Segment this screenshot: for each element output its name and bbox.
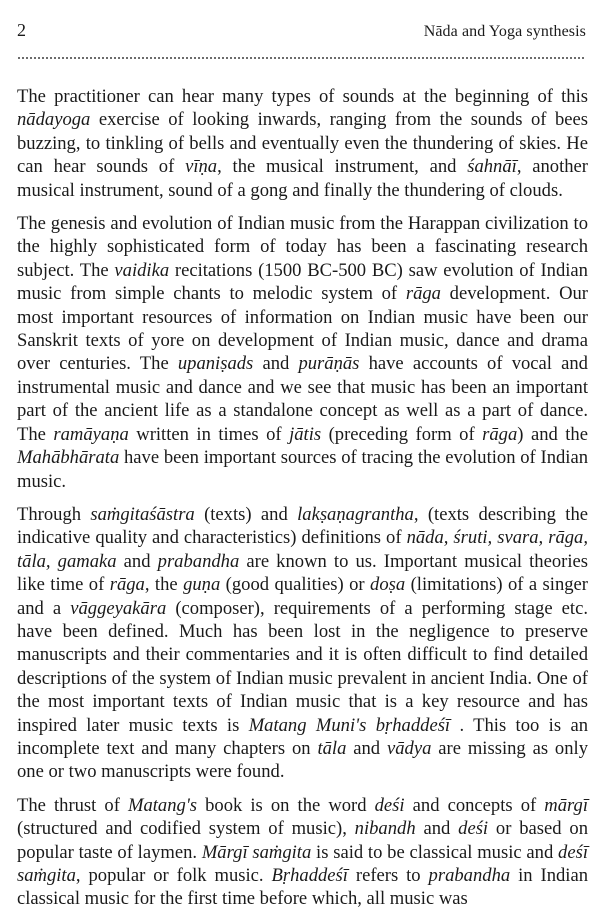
italic-term: Mārgī saṁgita	[201, 841, 312, 863]
paragraph-4	[17, 794, 588, 911]
text-run: ) and the	[517, 423, 588, 445]
text-run: , (texts describing the indicative quality and characteristics) definitions of	[17, 503, 588, 549]
text-run: written in times of	[128, 423, 290, 445]
text-run: are missing as only one or two manuscripts were found.	[17, 737, 588, 783]
italic-term: Bṛhaddeśī	[271, 865, 348, 886]
italic-term: ramāyaṇa	[53, 423, 129, 445]
text-run: , another musical instrument, sound of a gong and finally the thundering of clouds.	[17, 156, 588, 201]
italic-term: rāga	[482, 423, 518, 445]
text-run: is said to be classical music and	[311, 841, 559, 863]
dotted-header-rule	[17, 54, 586, 62]
italic-term: doṣa	[370, 574, 406, 596]
text-run: book is on the word	[197, 794, 375, 816]
text-run: have accounts of vocal and instrumental music and dance and we see that music has been an important part of the ancient life as a standalone concept as well as a part of dance. The	[17, 353, 588, 445]
text-run: (preceding form of	[321, 423, 483, 445]
italic-term: purāṇās	[298, 353, 360, 375]
text-run: . This too is an incomplete text and many chapters on	[17, 714, 588, 759]
paragraph-1	[17, 85, 588, 202]
italic-term: jātis	[289, 423, 322, 445]
italic-term: Matang's	[127, 794, 198, 816]
italic-term: Mahābhārata	[17, 447, 120, 469]
text-run: (limitations) of a singer and a	[17, 574, 588, 619]
text-run: (good qualities) or	[220, 574, 371, 596]
text-run: , the musical instrument, and	[217, 156, 468, 178]
text-run: and	[415, 818, 459, 840]
italic-term: vaidika	[114, 259, 170, 281]
text-run: (texts) and	[194, 503, 298, 525]
italic-term: nādayoga	[17, 109, 91, 131]
text-run: have been important sources of tracing the evolution of Indian music.	[17, 447, 588, 492]
paragraph-3	[17, 503, 588, 784]
text-run: and concepts of	[404, 794, 545, 816]
italic-term: prabandha	[428, 865, 511, 886]
italic-term: nāda, śruti, svara, rāga, tāla, gamaka	[17, 527, 588, 572]
italic-term: rāga	[405, 283, 441, 305]
text-run: , popular or folk music.	[75, 865, 272, 886]
text-run: The genesis and evolution of Indian music from the Harappan civilization to the highly sophisticated form of today has been a fascinating research subject. The	[17, 213, 588, 281]
italic-term: deśi	[458, 818, 489, 840]
text-run: and	[116, 550, 158, 572]
italic-term: vāggeyakāra	[70, 597, 167, 619]
text-run: recitations (1500 BC-500 BC) saw evolution of Indian music from simple chants to melodic system of	[17, 259, 588, 305]
italic-term: śahnāī	[467, 156, 517, 178]
italic-term: prabandha	[157, 550, 240, 572]
text-run: Through	[17, 503, 91, 525]
text-run: The practitioner can hear many types of sounds at the beginning of this	[17, 86, 588, 107]
text-run: or based on popular taste of laymen.	[17, 818, 588, 863]
italic-term: nibandh	[354, 818, 416, 840]
text-run: and	[346, 737, 387, 759]
italic-term: upaniṣads	[177, 353, 254, 375]
text-run: and	[253, 353, 299, 375]
italic-term: lakṣaṇagrantha	[297, 503, 414, 525]
running-title: Nāda and Yoga synthesis	[423, 23, 586, 40]
text-run: The thrust of	[17, 794, 128, 816]
italic-term: Matang Muni's bṛhaddeśī	[248, 714, 451, 736]
italic-term: vīṇa	[185, 156, 218, 178]
text-run: in Indian classical music for the first time before which, all music was	[17, 865, 589, 910]
page-number: 2	[17, 20, 26, 40]
italic-term: saṁgitaśāstra	[90, 503, 195, 525]
text-run: (structured and codified system of music),	[17, 818, 355, 840]
page-header	[17, 20, 586, 44]
text-run: refers to	[347, 865, 429, 886]
text-run: are known to us. Important musical theories like time of	[17, 550, 589, 596]
italic-term: rāga	[109, 574, 145, 596]
paragraph-2	[17, 212, 588, 493]
italic-term: tāla	[317, 737, 347, 759]
italic-term: guṇa	[183, 574, 221, 596]
text-run: (composer), requirements of a performing stage etc. have been defined. Much has been lost in the negligence to preserve manuscripts and their commentaries and it is often difficult to find detailed descriptions of the system of Indian music prevalent in ancient India. One of the most important texts of Indian music that is a key resource and has inspired later music texts is	[17, 597, 588, 736]
italic-term: deśī saṁgita	[17, 841, 588, 886]
text-run: exercise of looking inwards, ranging from the sounds of bees buzzing, to tinkling of bells and eventually even the thundering of skies. He can hear sounds of	[17, 109, 588, 178]
italic-term: vādya	[386, 737, 432, 759]
italic-term: mārgī	[544, 794, 588, 816]
text-run: , the	[144, 574, 184, 596]
body-text	[17, 85, 588, 921]
text-run: development. Our most important resources of information on Indian music have been our Sanskrit texts of yore on development of Indian music, dance and drama over centuries. The	[17, 283, 588, 375]
italic-term: deśi	[374, 794, 405, 816]
